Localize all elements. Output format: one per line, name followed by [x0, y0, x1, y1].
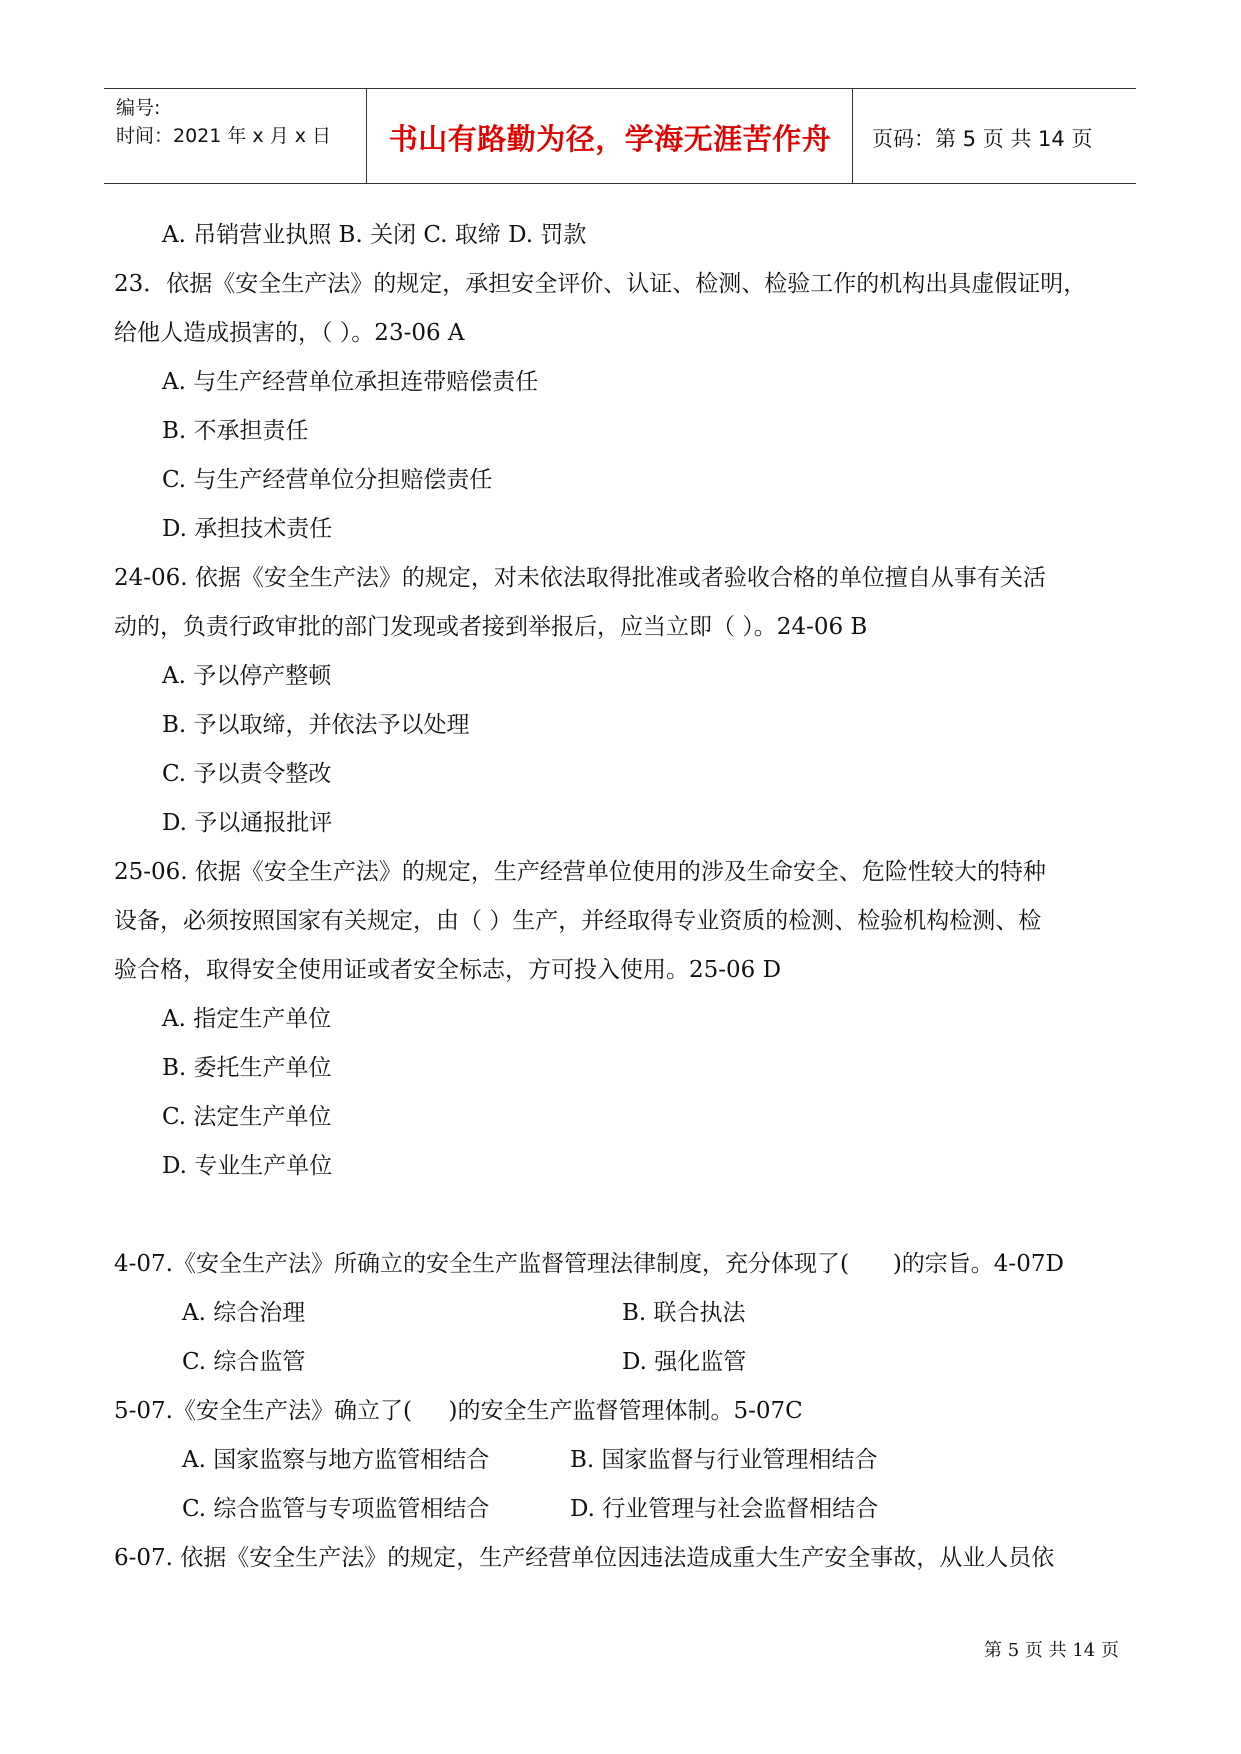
document-number-label: 编号:	[116, 97, 161, 119]
question-4-07-option-d: D. 强化监管	[622, 1349, 747, 1375]
question-24-option-c: C. 予以责令整改	[162, 761, 332, 787]
question-23-option-c: C. 与生产经营单位分担赔偿责任	[162, 467, 493, 493]
question-4-07-option-b: B. 联合执法	[622, 1300, 746, 1326]
question-24-option-b: B. 予以取缔，并依法予以处理	[162, 712, 470, 738]
question-25-text: 25-06. 依据《安全生产法》的规定，生产经营单位使用的涉及生命安全、危险性较大的特种	[114, 859, 1046, 885]
question-25-text-cont2: 验合格，取得安全使用证或者安全标志，方可投入使用。25-06 D	[114, 957, 782, 983]
question-5-07-option-d: D. 行业管理与社会监督相结合	[570, 1496, 879, 1522]
page-footer: 第 5 页 共 14 页	[984, 1640, 1119, 1661]
question-24-option-d: D. 予以通报批评	[162, 810, 333, 836]
document-time-label: 时间：2021 年 x 月 x 日	[116, 125, 332, 147]
question-25-option-b: B. 委托生产单位	[162, 1055, 332, 1081]
question-23-option-a: A. 与生产经营单位承担连带赔偿责任	[162, 369, 539, 395]
header-motto-cell	[368, 89, 853, 183]
question-5-07-text: 5-07.《安全生产法》确立了( )的安全生产监督管理体制。5-07C	[114, 1398, 803, 1424]
question-23-text-cont: 给他人造成损害的，（ ）。23-06 A	[114, 320, 465, 346]
question-23-text: 23．依据《安全生产法》的规定，承担安全评价、认证、检测、检验工作的机构出具虚假证明，	[114, 271, 1087, 297]
question-5-07-option-c: C. 综合监管与专项监管相结合	[182, 1496, 490, 1522]
question-25-text-cont: 设备，必须按照国家有关规定，由（ ）生产，并经取得专业资质的检测、检验机构检测、检	[114, 908, 1042, 934]
header-page-cell	[854, 89, 1136, 183]
question-23-option-d: D. 承担技术责任	[162, 516, 333, 542]
question-5-07-option-a: A. 国家监察与地方监管相结合	[182, 1447, 490, 1473]
question-4-07-option-c: C. 综合监管	[182, 1349, 306, 1375]
question-4-07-option-a: A. 综合治理	[182, 1300, 306, 1326]
question-25-option-c: C. 法定生产单位	[162, 1104, 332, 1130]
question-22-options: A. 吊销营业执照 B. 关闭 C. 取缔 D. 罚款	[162, 222, 587, 248]
question-25-option-a: A. 指定生产单位	[162, 1006, 332, 1032]
header-page-number: 页码：第 5 页 共 14 页	[872, 127, 1093, 151]
header-motto: 书山有路勤为径，学海无涯苦作舟	[388, 122, 832, 156]
question-23-option-b: B. 不承担责任	[162, 418, 309, 444]
question-6-07-text: 6-07. 依据《安全生产法》的规定，生产经营单位因违法造成重大生产安全事故，从业人员依	[114, 1545, 1055, 1571]
page-header	[104, 88, 1136, 184]
question-25-option-d: D. 专业生产单位	[162, 1153, 333, 1179]
question-24-text-cont: 动的，负责行政审批的部门发现或者接到举报后，应当立即（ ）。24-06 B	[114, 614, 868, 640]
question-24-text: 24-06. 依据《安全生产法》的规定，对未依法取得批准或者验收合格的单位擅自从事有关活	[114, 565, 1046, 591]
header-info-cell	[104, 89, 367, 183]
question-5-07-option-b: B. 国家监督与行业管理相结合	[570, 1447, 878, 1473]
question-4-07-text: 4-07.《安全生产法》所确立的安全生产监督管理法律制度，充分体现了( )的宗旨。4-07D	[114, 1251, 1064, 1277]
question-24-option-a: A. 予以停产整顿	[162, 663, 332, 689]
